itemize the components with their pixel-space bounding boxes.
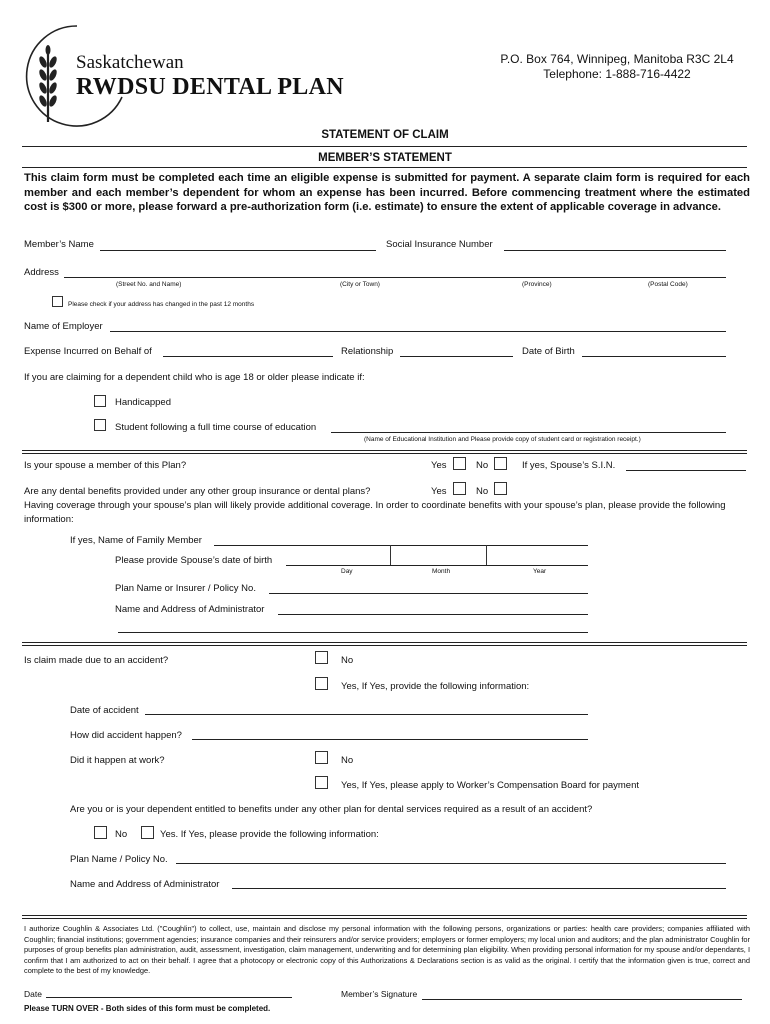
work-no-label: No [341,755,354,766]
spouse-yes-checkbox[interactable] [453,457,466,470]
plan-policy-field[interactable] [176,863,726,864]
address-label: Address [24,267,59,278]
section-divider [22,642,747,646]
accident-how-label: How did accident happen? [70,730,182,741]
address-field[interactable] [64,277,726,278]
plan-policy-label: Plan Name / Policy No. [70,854,168,865]
other-plan-no-label: No [115,829,128,840]
address-change-checkbox[interactable] [52,296,63,307]
expense-field[interactable] [163,356,333,357]
handicapped-checkbox[interactable] [94,395,106,407]
spouse-dob-label: Please provide Spouse’s date of birth [115,555,273,566]
dependent-note: If you are claiming for a dependent child who is age 18 or older please indicate if: [24,372,365,383]
intro-text: This claim form must be completed each time an eligible expense is submitted for payment. A separate claim form is required for each member and each member’s dependent for whom an expense has been incurred. Before commencing treatment where the estimated cost is $300 or more, please forward a pre-authorization form (i.e. estimate) to ensure the extent of applicable coverage in advance. [24,172,750,214]
header-telephone: Telephone: 1-888-716-4422 [543,67,691,81]
accident-how-field[interactable] [192,739,588,740]
admin-label: Name and Address of Administrator [70,879,220,890]
other-yes-label: Yes [431,486,447,497]
handicapped-label: Handicapped [115,397,171,408]
dob-label: Date of Birth [522,346,575,357]
date-label: Date [24,989,42,999]
section-divider [22,915,747,919]
date-field[interactable] [46,997,292,998]
authorization-text: I authorize Coughlin & Associates Ltd. ("Coughlin") to collect, use, maintain and disclose my personal information with the following persons, organizations or parties: health care providers; companies affiliated with Coughlin; financial institutions; government agencies; insurance companies and their reinsurers and/or service providers; employers or former employers; my local union and auditors; and the plan administrator Coughlin for purposes of group benefits plan administration, audit, assessment, investigation, claim management, underwriting and for determining plan eligibility. When providing personal information for my spouse and/or dependants, I confirm that I am authorized to act on their behalf. I agree that a photocopy or electronic copy of this Authorizations & Declarations section is as valid as the original. I certify that the information given is true, correct and complete to the best of my knowledge. [24,924,750,976]
member-name-label: Member’s Name [24,239,94,250]
spouse-question: Is your spouse a member of this Plan? [24,460,187,471]
work-yes-label: Yes, If Yes, please apply to Worker’s Compensation Board for payment [341,780,640,791]
at-work-label: Did it happen at work? [70,755,165,766]
administrator-field[interactable] [278,614,588,615]
divider [22,167,747,168]
signature-label: Member’s Signature [341,989,418,999]
work-no-checkbox[interactable] [315,751,328,764]
admin-field[interactable] [232,888,726,889]
day-caption: Day [341,568,353,575]
accident-no-label: No [341,655,354,666]
family-member-label: If yes, Name of Family Member [70,535,202,546]
logo-title: RWDSU DENTAL PLAN [76,74,344,100]
family-member-field[interactable] [214,545,588,546]
spouse-dob-field[interactable] [286,565,588,566]
spouse-yes-label: Yes [431,460,447,471]
city-caption: (City or Town) [340,281,380,288]
divider [22,146,747,147]
other-plan-no-checkbox[interactable] [94,826,107,839]
signature-field[interactable] [422,999,742,1000]
employer-field[interactable] [110,331,726,332]
dob-separator [486,545,487,565]
plan-name-field[interactable] [269,593,588,594]
student-checkbox[interactable] [94,419,106,431]
work-yes-checkbox[interactable] [315,776,328,789]
employer-label: Name of Employer [24,321,103,332]
turn-over-note: Please TURN OVER - Both sides of this form must be completed. [24,1004,271,1013]
sin-field[interactable] [504,250,726,251]
spouse-sin-label: If yes, Spouse’s S.I.N. [522,460,616,471]
relationship-field[interactable] [400,356,513,357]
logo-province: Saskatchewan [76,52,184,73]
page-title: STATEMENT OF CLAIM [321,129,449,141]
other-no-label: No [476,486,489,497]
member-name-field[interactable] [100,250,376,251]
accident-question: Is claim made due to an accident? [24,655,169,666]
coordination-note: Having coverage through your spouse’s plan will likely provide additional coverage. In order to coordinate benefits with your spouse’s plan, please provide the following information: [24,500,726,525]
address-change-label: Please check if your address has changed in the past 12 months [68,301,255,308]
administrator-label: Name and Address of Administrator [115,604,265,615]
other-no-checkbox[interactable] [494,482,507,495]
street-caption: (Street No. and Name) [116,281,182,288]
expense-label: Expense Incurred on Behalf of [24,346,152,357]
province-caption: (Province) [522,281,552,288]
other-plan-yes-label: Yes. If Yes, please provide the following information: [160,829,379,840]
sin-label: Social Insurance Number [386,239,493,250]
accident-date-field[interactable] [145,714,588,715]
student-label: Student following a full time course of education [115,422,317,433]
spouse-no-label: No [476,460,489,471]
header-address: P.O. Box 764, Winnipeg, Manitoba R3C 2L4 [500,52,734,66]
dob-field[interactable] [582,356,726,357]
postal-caption: (Postal Code) [648,281,688,288]
institution-caption: (Name of Educational Institution and Please provide copy of student card or registration receipt.) [364,436,641,443]
month-caption: Month [432,568,451,575]
accident-date-label: Date of accident [70,705,139,716]
other-plan-yes-checkbox[interactable] [141,826,154,839]
section-title: MEMBER’S STATEMENT [318,152,452,164]
year-caption: Year [533,568,547,575]
accident-yes-label: Yes, If Yes, provide the following information: [341,681,530,692]
spouse-no-checkbox[interactable] [494,457,507,470]
dob-separator [390,545,391,565]
institution-field[interactable] [331,432,726,433]
section-divider [22,450,747,454]
administrator-field-2[interactable] [118,632,588,633]
accident-no-checkbox[interactable] [315,651,328,664]
spouse-sin-field[interactable] [626,470,746,471]
other-benefits-question: Are any dental benefits provided under any other group insurance or dental plans? [24,486,371,497]
accident-yes-checkbox[interactable] [315,677,328,690]
other-yes-checkbox[interactable] [453,482,466,495]
plan-name-label: Plan Name or Insurer / Policy No. [115,583,256,594]
relationship-label: Relationship [341,346,394,357]
other-plan-question: Are you or is your dependent entitled to benefits under any other plan for dental services required as a result of an accident? [70,804,593,815]
